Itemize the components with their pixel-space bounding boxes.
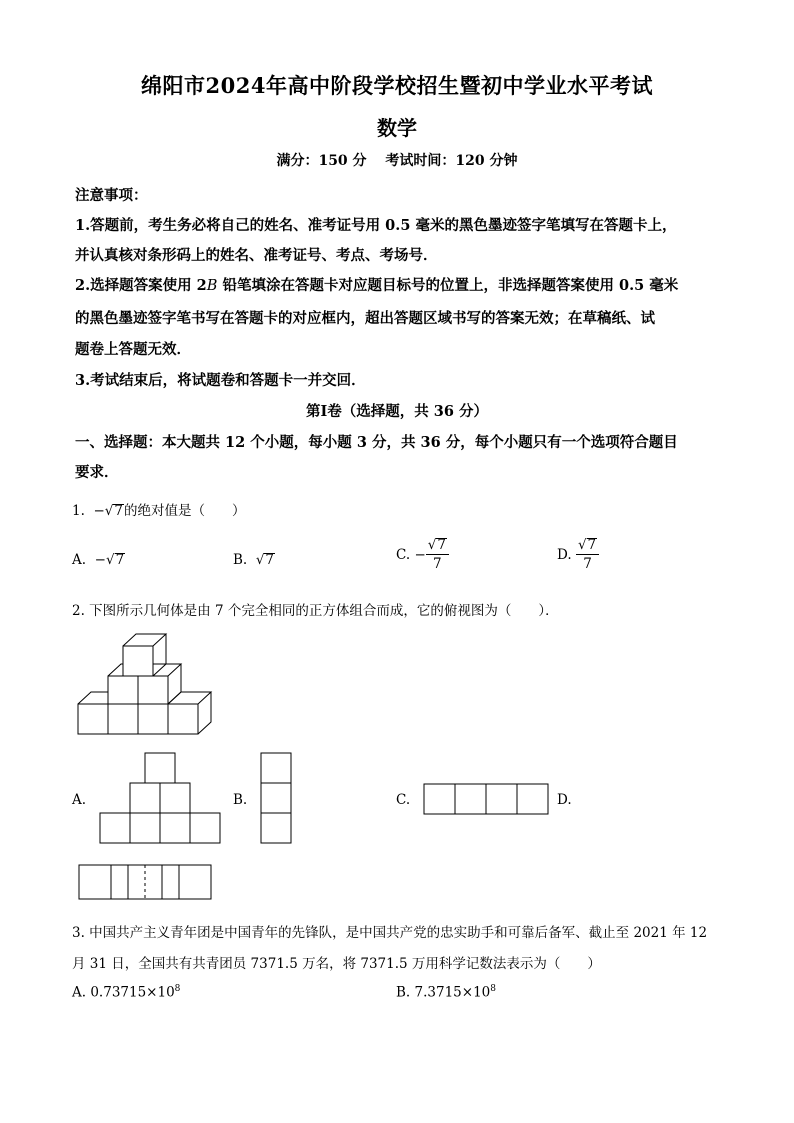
note-line-5: 题卷上答题无效．	[75, 341, 191, 358]
q1-option-c[interactable]: C. − $\frac{√7}{7}$	[396, 538, 449, 572]
q3-option-a[interactable]: A. $0.73715\times 10^8$	[72, 984, 181, 1001]
q2-option-a-figure[interactable]	[99, 752, 221, 844]
q2-option-a-label[interactable]: A.	[72, 792, 87, 808]
section-title: 第Ⅰ卷（选择题，共 36 分）	[305, 403, 489, 420]
question-3-line-1: 3. 中国共产主义青年团是中国青年的先锋队，是中国共产党的忠实助手和可靠后备军、截止至 2021 年 12	[72, 925, 708, 941]
exam-title: 绵阳市2024年高中阶段学校招生暨初中学业水平考试	[141, 73, 653, 98]
note-line-3: 2.选择题答案使用 2B 铅笔填涂在答题卡对应题目标号的位置上，非选择题答案使用 0.5 毫米	[75, 277, 679, 294]
q2-option-d-label[interactable]: D.	[557, 792, 572, 808]
q1-option-d[interactable]: D. $\frac{√7}{7}$	[557, 538, 599, 572]
question-3-line-2: 月 31 日，全国共有共青团员 7371.5 万名，将 7371.5 万用科学记数法表示为（ ）	[72, 956, 601, 972]
note-line-2: 并认真核对条形码上的姓名、准考证号、考点、考场号．	[75, 247, 438, 264]
note-line-6: 3.考试结束后，将试题卷和答题卡一并交回．	[75, 372, 366, 389]
exam-subject: 数学	[377, 116, 417, 140]
q2-option-b-label[interactable]: B.	[233, 792, 248, 808]
section-instructions-1: 一、选择题：本大题共 12 个小题，每小题 3 分，共 36 分，每个小题只有一个选项符合题目	[75, 434, 678, 451]
q2-option-c-label[interactable]: C.	[396, 792, 411, 808]
q2-option-b-figure[interactable]	[260, 752, 292, 844]
q1-option-b[interactable]: B. √7	[233, 552, 275, 568]
section-instructions-2: 要求．	[75, 464, 119, 481]
question-1-stem: 1. −√7的绝对值是（ ）	[72, 503, 246, 519]
note-line-4: 的黑色墨迹签字笔书写在答题卡的对应框内，超出答题区域书写的答案无效；在草稿纸、试	[75, 310, 655, 327]
q2-option-c-figure[interactable]	[423, 783, 550, 815]
q2-solid-figure	[76, 632, 216, 738]
notes-heading: 注意事项：	[75, 187, 148, 204]
q1-option-a[interactable]: A. −√7	[72, 552, 125, 568]
note-line-1: 1.答题前，考生务必将自己的姓名、准考证号用 0.5 毫米的黑色墨迹签字笔填写在答题卡上，	[75, 217, 677, 234]
question-2-stem: 2. 下图所示几何体是由 7 个完全相同的正方体组合而成，它的俯视图为（ ）．	[72, 603, 559, 619]
q2-option-d-figure[interactable]	[78, 864, 212, 900]
q3-option-b[interactable]: B. $7.3715\times 10^8$	[396, 984, 496, 1001]
exam-meta: 满分：150 分 考试时间：120 分钟	[276, 153, 518, 169]
